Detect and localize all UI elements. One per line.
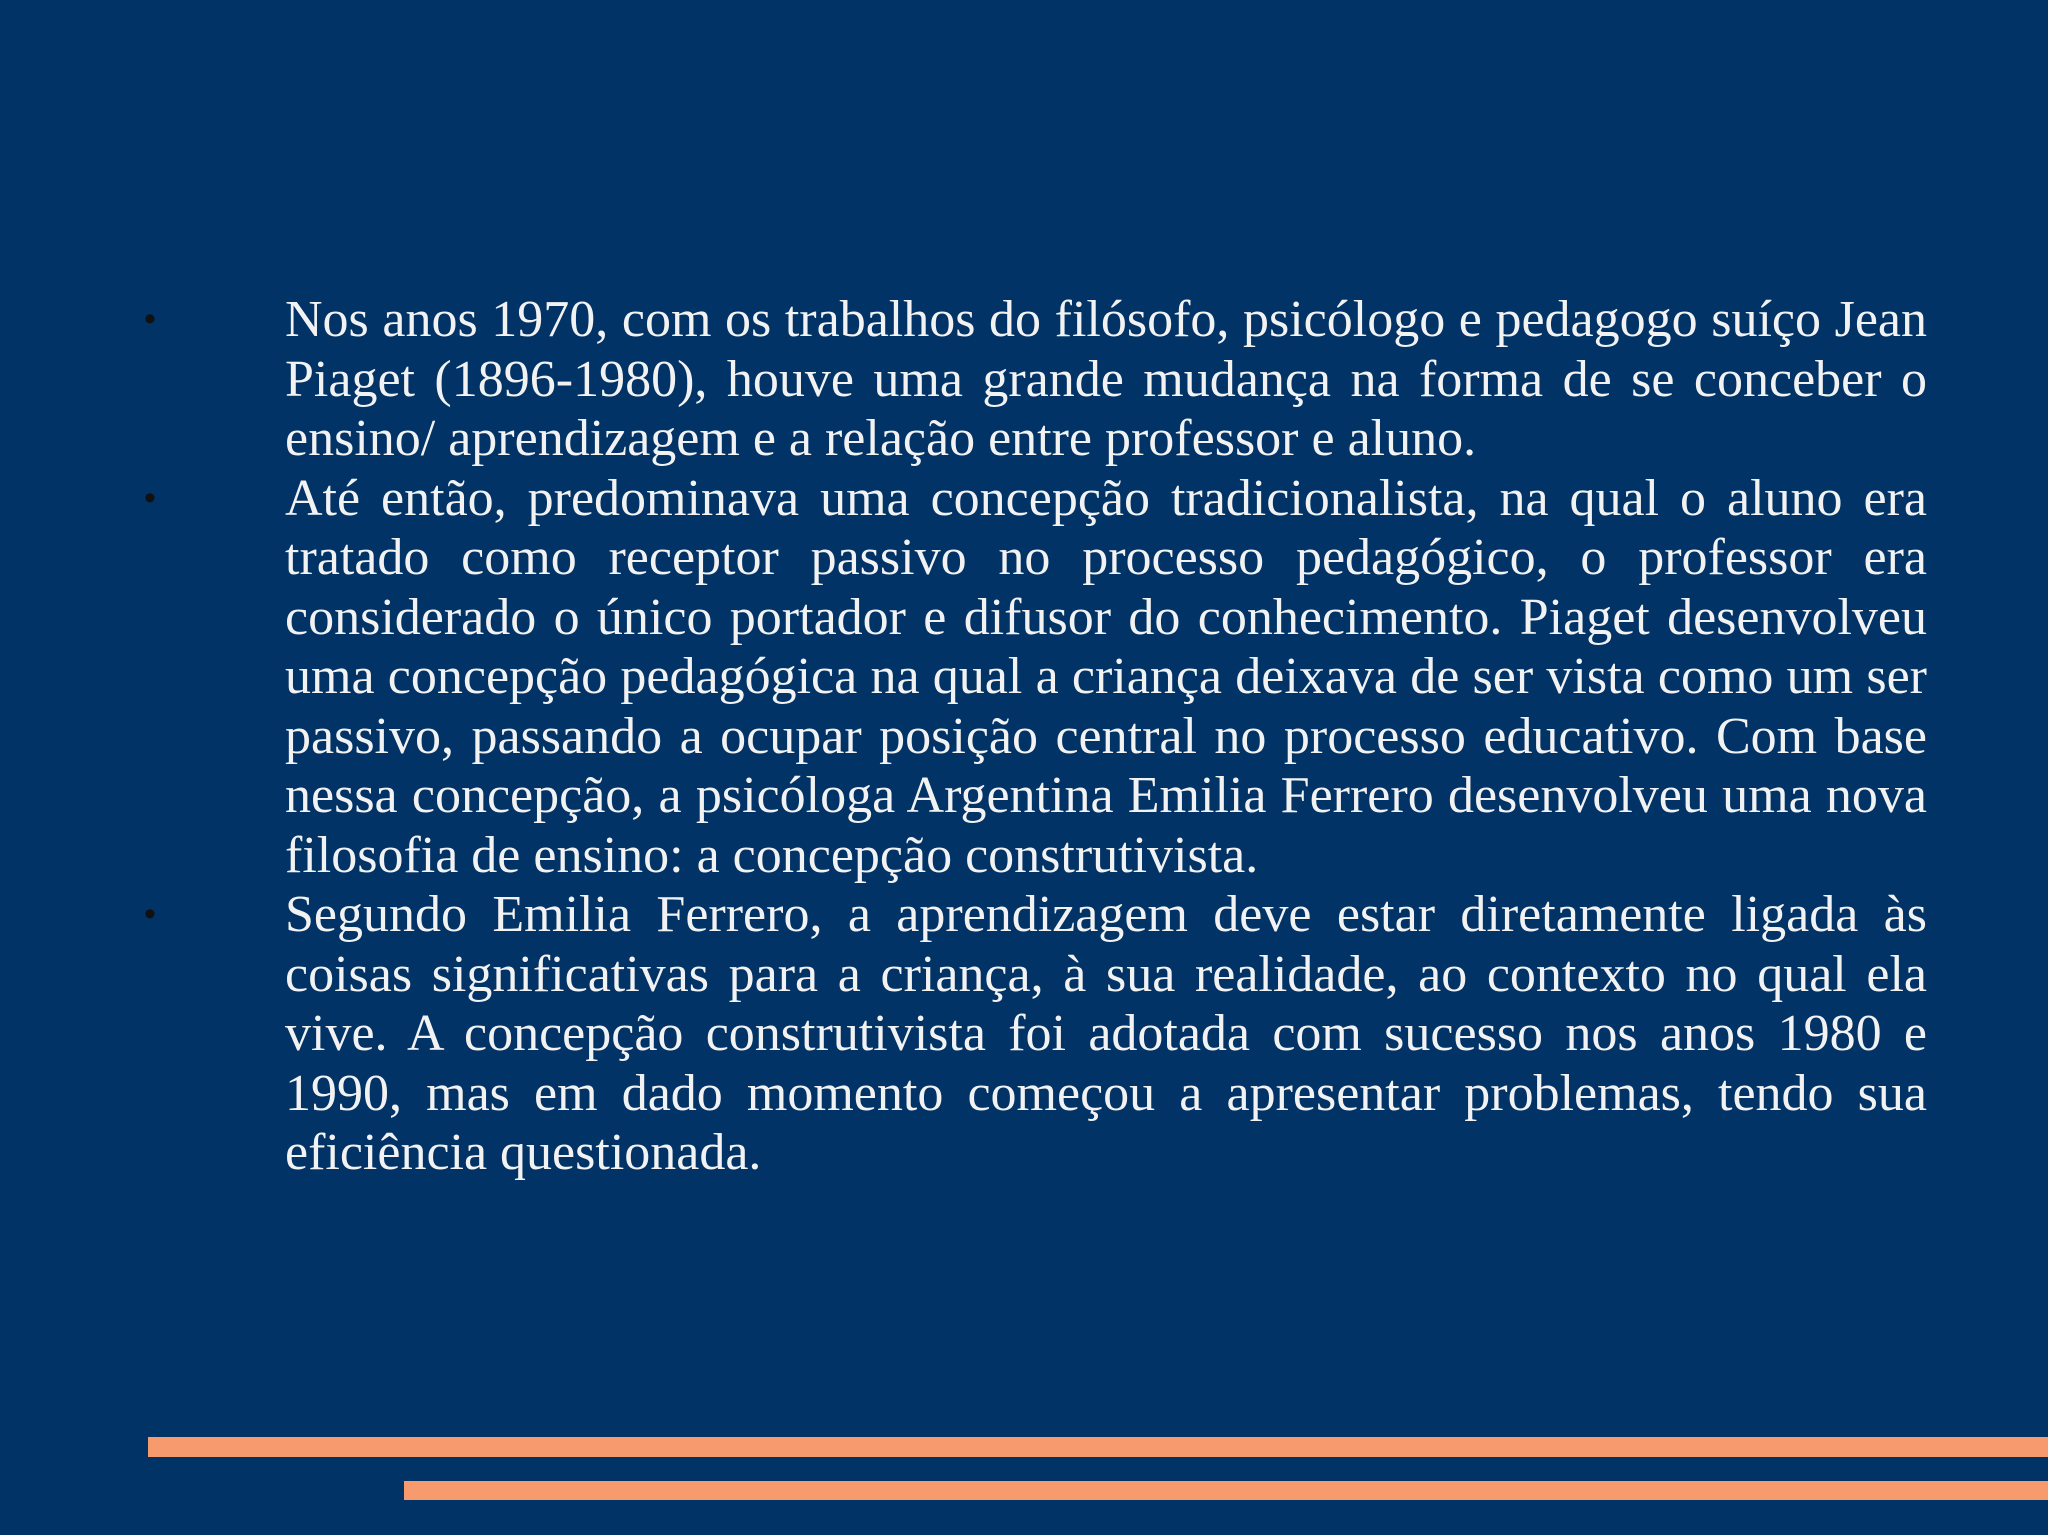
- bullet-list: [140, 290, 1927, 1183]
- bullet-item: [140, 885, 1927, 1183]
- accent-bar-bottom: [404, 1481, 2048, 1500]
- accent-bar-top: [148, 1437, 2048, 1457]
- bullet-text: Até então, predominava uma concepção tradicionalista, na qual o aluno era tratado como receptor passivo no processo pedagógico, o professor era considerado o único portador e difusor do conhecimento. Piaget desenvolveu uma concepção pedagógica na qual a criança deixava de ser vista como um ser passivo, passando a ocupar posição central no processo educativo. Com base nessa concepção, a psicóloga Argentina Emilia Ferrero desenvolveu uma nova filosofia de ensino: a concepção construtivista.: [285, 469, 1927, 884]
- bullet-marker: •: [144, 300, 156, 338]
- bullet-marker: •: [144, 895, 156, 933]
- bullet-marker: •: [144, 478, 156, 517]
- bullet-text: Nos anos 1970, com os trabalhos do filósofo, psicólogo e pedagogo suíço Jean Piaget (1896-1980), houve uma grande mudança na forma de se conceber o ensino/ aprendizagem e a relação entre professor e aluno.: [285, 291, 1927, 467]
- bullet-item: [140, 469, 1927, 886]
- bullet-text: Segundo Emilia Ferrero, a aprendizagem deve estar diretamente ligada às coisas significativas para a criança, à sua realidade, ao contexto no qual ela vive. A concepção construtivista foi adotada com sucesso nos anos 1980 e 1990, mas em dado momento começou a apresentar problemas, tendo sua eficiência questionada.: [285, 886, 1927, 1181]
- bullet-item: [140, 290, 1927, 469]
